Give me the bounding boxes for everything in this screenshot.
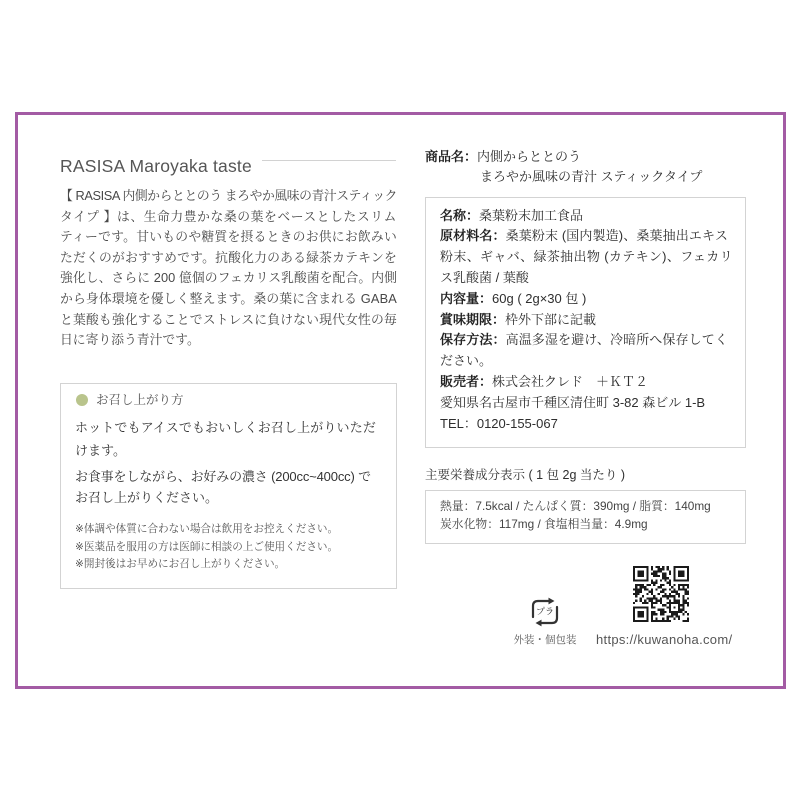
how-to-drink-line: お召し上がりください。 [75, 489, 219, 505]
website-url: https://kuwanoha.com/ [596, 632, 733, 647]
product-name [425, 147, 702, 187]
product-info-box [425, 197, 746, 448]
info-value: 粉末、ギャバ、緑茶抽出物 (カテキン)、フェカリ [440, 249, 733, 265]
caution-note: ※医薬品を服用の方は医師に相談の上ご使用ください。 [75, 540, 339, 553]
product-name-label: 商品名： [425, 149, 478, 164]
product-description [60, 186, 397, 351]
info-value: 桑葉粉末加工食品 [479, 207, 584, 223]
info-value: 枠外下部に記載 [505, 311, 597, 327]
how-to-drink-line: お食事をしながら、お好みの濃さ (200cc~400cc) で [75, 468, 371, 484]
info-row-ingredients-cont [440, 247, 733, 268]
info-label: 保存方法： [440, 332, 506, 348]
info-row-best-before [440, 310, 733, 331]
description-line: 日に寄り添う青汁です。 [60, 332, 200, 348]
recycle-caption: 外装・個包装 [513, 634, 577, 646]
nutrition-heading: 主要栄養成分表示 ( 1 包 2g 当たり ) [425, 468, 626, 482]
info-value: 株式会社クレド ＋ＫＴ２ [492, 373, 649, 389]
recycle-symbol-text: プラ [535, 607, 555, 618]
how-to-drink-line: ホットでもアイスでもおいしくお召し上がりいただ [75, 419, 376, 435]
info-row-seller [440, 372, 733, 393]
info-value: TEL：0120-155-067 [440, 415, 558, 431]
how-to-drink-heading: お召し上がり方 [96, 393, 184, 407]
nutrition-rows [440, 497, 711, 533]
info-row-name [440, 206, 733, 227]
info-row-ingredients-cont [440, 268, 733, 289]
product-title: RASISA Maroyaka taste [60, 156, 252, 176]
info-label: 原材料名： [440, 228, 506, 244]
product-name-line [425, 147, 702, 167]
info-row-seller-address [440, 393, 733, 414]
caution-notes [75, 521, 338, 574]
nutrition-box [425, 490, 746, 544]
nutrition-line: 炭水化物：117mg / 食塩相当量：4.9mg [440, 517, 648, 531]
description-line: と葉酸も強化することでストレスに負けない現代女性の毎 [60, 311, 397, 327]
info-value: 桑葉粉末 (国内製造)、桑葉抽出エキス [505, 228, 728, 244]
caution-note: ※開封後はお早めにお召し上がりください。 [75, 558, 286, 570]
info-label: 名称： [440, 207, 480, 223]
description-line: ただくのがおすすめです。抗酸化力のある緑茶カテキンを [60, 249, 397, 265]
info-row-storage-cont [440, 351, 733, 372]
info-label: 販売者： [440, 373, 493, 389]
info-row-ingredients [440, 226, 733, 247]
product-name-line: まろやか風味の青汁 スティックタイプ [480, 169, 703, 184]
info-row-seller-tel [440, 414, 733, 435]
info-row-contents [440, 289, 733, 310]
dot-icon [76, 394, 88, 406]
info-value: ス乳酸菌 / 葉酸 [440, 269, 529, 285]
caution-note: ※体調や体質に合わない場合は飲用をお控えください。 [75, 523, 339, 535]
product-info-rows [440, 206, 733, 435]
info-value: 高温多湿を避け、冷暗所へ保存してく [505, 332, 728, 348]
nutrition-line: 熱量：7.5kcal / たんぱく質：390mg / 脂質：140mg [440, 499, 711, 513]
title-divider [262, 160, 396, 161]
how-to-drink-box [60, 383, 397, 589]
info-label: 内容量： [440, 290, 493, 306]
info-value: 愛知県名古屋市千種区清住町 3-82 森ビル 1-B [440, 394, 706, 410]
qr-code-icon [633, 566, 689, 622]
info-label: 賞味期限： [440, 311, 506, 327]
description-line: 【 RASISA 内側からととのう まろやか風味の青汁スティック [60, 188, 397, 203]
info-value: 60g ( 2g×30 包 ) [492, 290, 587, 306]
info-value: ださい。 [440, 353, 493, 369]
pla-recycle-icon [528, 596, 562, 628]
description-line: から身体環境を優しく整えます。桑の葉に含まれる GABA [60, 290, 398, 306]
description-line: タイプ 】は、生命力豊かな桑の葉をベースとしたスリム [60, 208, 397, 224]
how-to-drink-paragraph [75, 466, 371, 508]
how-to-drink-line: けます。 [75, 442, 126, 458]
info-row-storage [440, 330, 733, 351]
product-name-value: 内側からととのう [477, 149, 582, 164]
description-line: 強化し、さらに 200 億個のフェカリス乳酸菌を配合。内側 [60, 270, 397, 286]
how-to-drink-paragraph [75, 416, 376, 462]
description-line: ティーです。甘いものや糖質を摂るときのお供にお飲みい [60, 229, 397, 245]
